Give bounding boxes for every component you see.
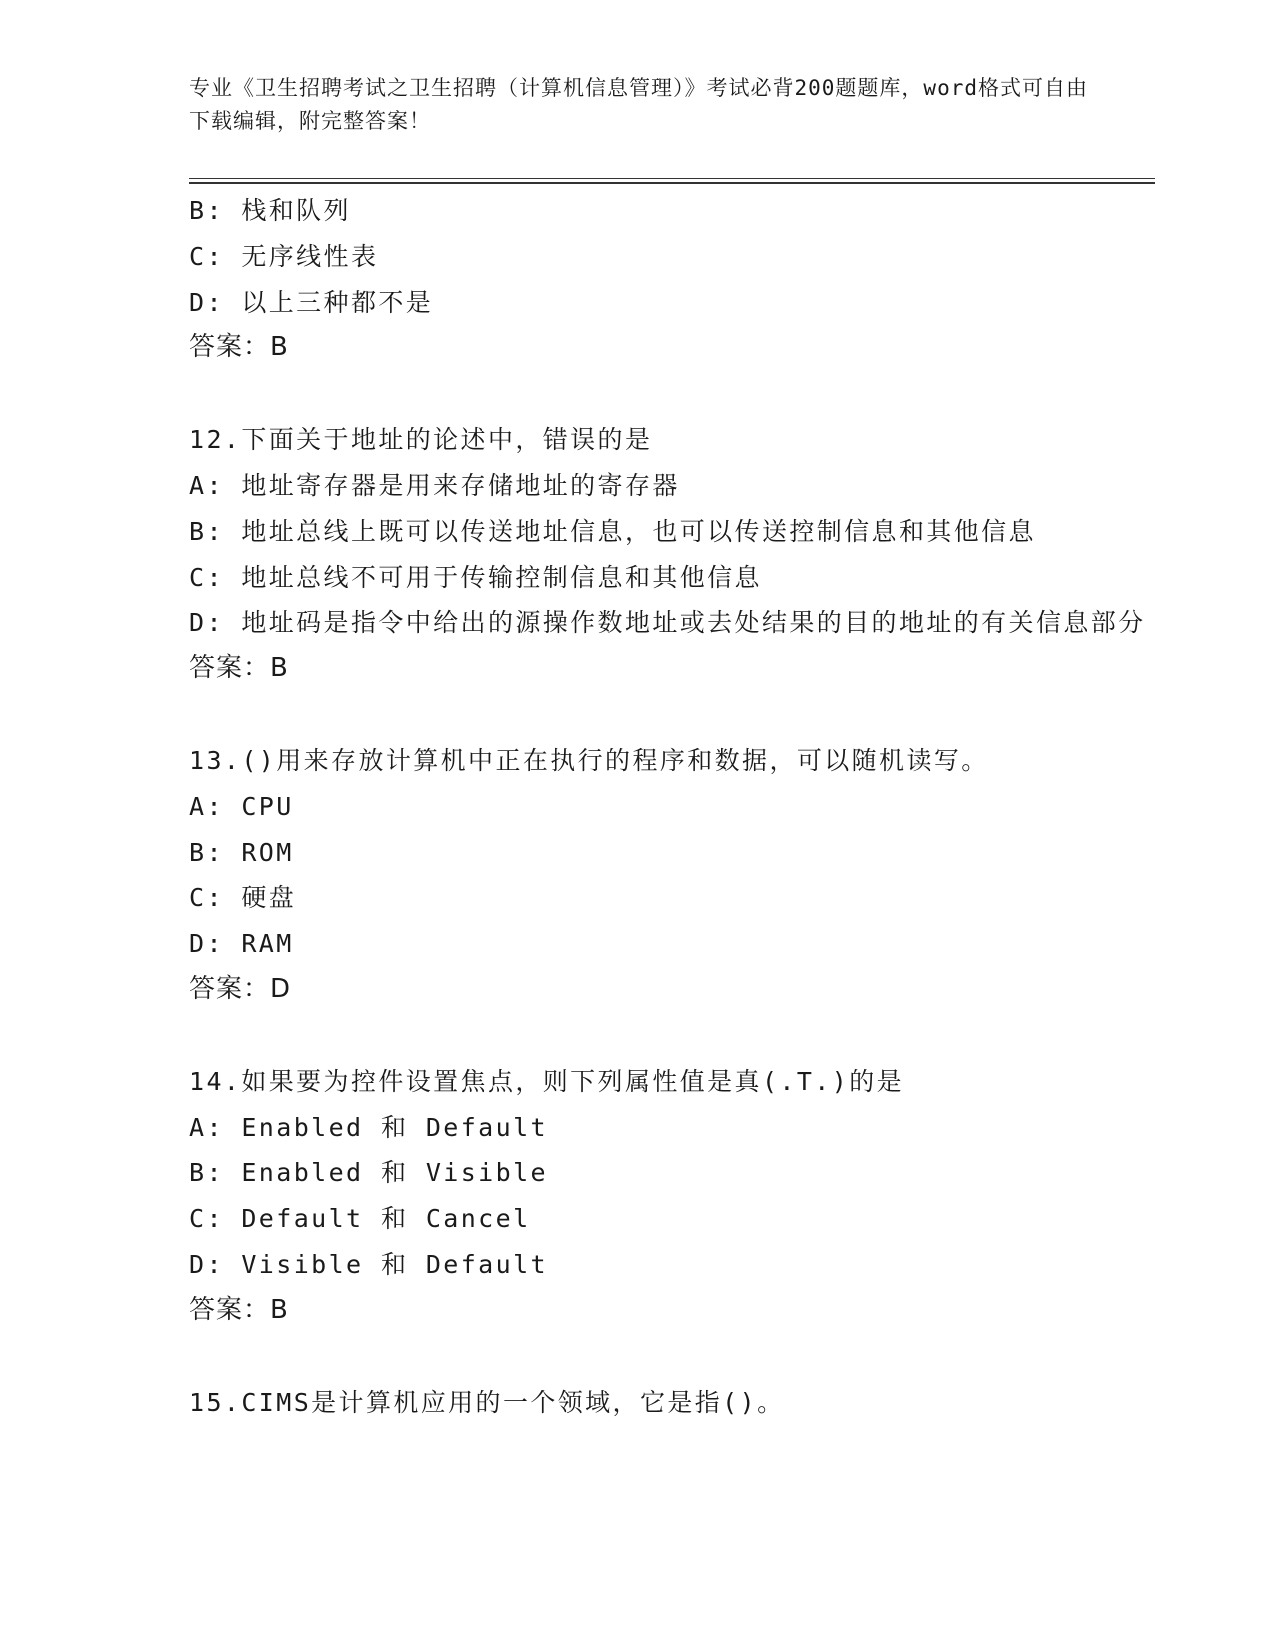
question-14 [189,1059,1155,1334]
option-b: B: 栈和队列 [189,196,351,225]
spacer [189,692,1155,738]
document-header: 专业《卫生招聘考试之卫生招聘（计算机信息管理）》考试必背200题题库，word格式可自由下载编辑，附完整答案！ [189,76,1088,133]
question-12 [189,417,1155,692]
question-stem: 14.如果要为控件设置焦点，则下列属性值是真(.T.)的是 [189,1066,905,1096]
option-b: B: ROM [189,837,294,867]
question-stem: 13.()用来存放计算机中正在执行的程序和数据，可以随机读写。 [189,745,989,775]
answer-line: 答案：D [189,973,292,1004]
option-b: B: Enabled 和 Visible [189,1158,548,1188]
prev-question-tail [189,188,1155,371]
option-a: A: Enabled 和 Default [189,1112,548,1142]
document-body [189,188,1155,1425]
answer-line: 答案：B [189,653,289,684]
header-divider-thick [189,182,1155,184]
answer-line: 答案：B [189,1294,289,1325]
spacer [189,371,1155,417]
option-c: C: 地址总线不可用于传输控制信息和其他信息 [189,562,762,592]
option-c: C: 硬盘 [189,883,297,913]
option-d: D: 以上三种都不是 [189,287,434,317]
question-15 [189,1380,1155,1426]
question-13 [189,738,1155,1013]
option-b: B: 地址总线上既可以传送地址信息，也可以传送控制信息和其他信息 [189,516,1036,546]
question-stem: 12.下面关于地址的论述中，错误的是 [189,425,653,455]
answer-line: 答案：B [189,332,289,363]
option-d: D: RAM [189,929,294,959]
option-c: C: 无序线性表 [189,241,379,271]
question-stem: 15.CIMS是计算机应用的一个领域，它是指()。 [189,1387,785,1417]
option-d: D: 地址码是指令中给出的源操作数地址或去处结果的目的地址的有关信息部分 [189,608,1146,638]
header-divider-thin [189,178,1155,179]
spacer [189,1334,1155,1380]
option-a: A: CPU [189,791,294,821]
option-a: A: 地址寄存器是用来存储地址的寄存器 [189,470,680,500]
option-c: C: Default 和 Cancel [189,1204,531,1234]
spacer [189,1013,1155,1059]
option-d: D: Visible 和 Default [189,1249,548,1279]
